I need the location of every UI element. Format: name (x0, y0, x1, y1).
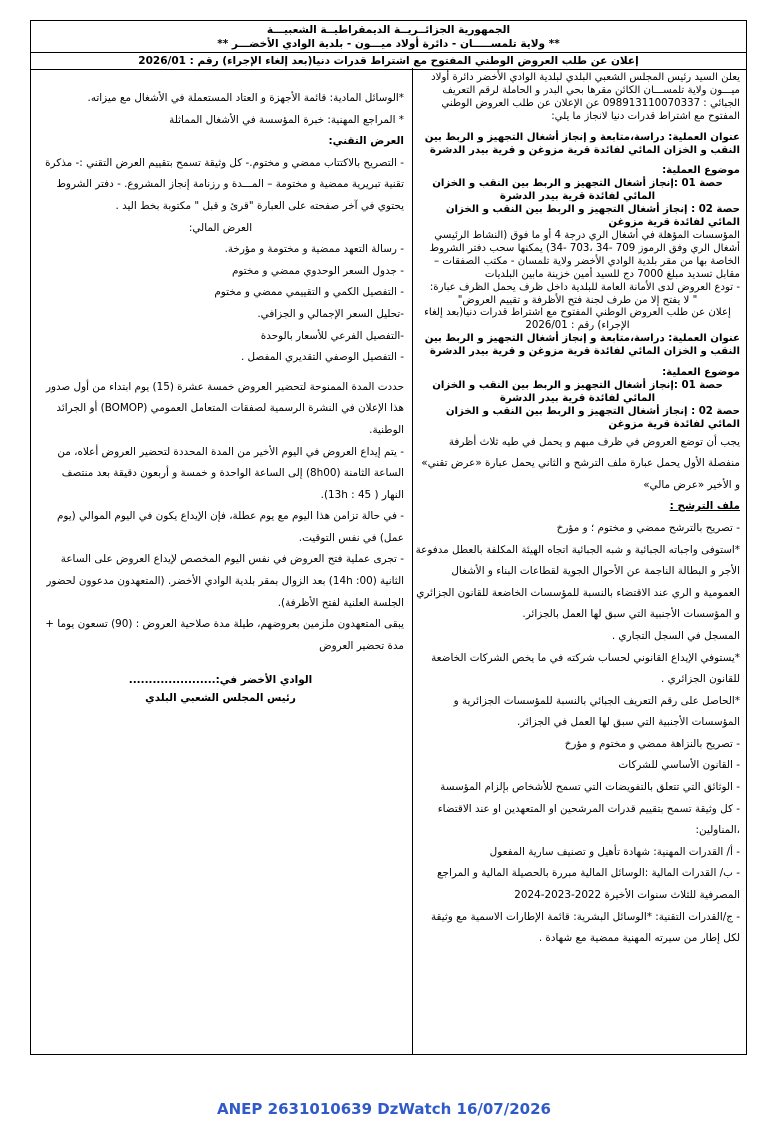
paragraph: -التفصيل الفرعي للأسعار بالوحدة (260, 329, 404, 342)
signature-block (37, 671, 404, 707)
paragraph: - جدول السعر الوحدوي ممضي و مختوم (232, 264, 404, 277)
administrative-line: ** ولاية تلمســـــان - دائرة أولاد ميـــون - بلدية الوادي الأخضـــر ** (217, 38, 560, 50)
paragraph: *استوفى واجباته الجبائية و شبه الجبائية اتجاه الهيئة المكلفة بالعطل مدفوعة الأجر و البطالة الناجمة عن الأحوال الجوية لقطاعات البناء و الأشغال العمومية و الري عند الاقتضاء بالنسبة للمؤسسات الخاضعة للقانون الجزائري و المؤسسات الأجنبية التي سبق لها العمل بالجزائر. (415, 543, 740, 621)
paragraph: * المراجع المهنية: خبرة المؤسسة في الأشغال المماثلة (169, 113, 404, 126)
right-column (411, 68, 746, 1054)
paragraph: المؤسسات المؤهلة في أشغال الري درجة 4 أو ما فوق (النشاط الرئيسي أشغال الري وفق الرموز 709 -34 ،703 -34) يمكنها سحب دفتر الشروط الخاصة بها من مقر بلدية الوادي الأخضر ولاية تلمسان - مكتب الصفقات – مقابل تسديد مبلغ 7000 دج للسيد أمين خزينة مابين البلديات (429, 229, 740, 280)
paragraph: إعلان عن طلب العروض الوطني المفتوح مع اشتراط قدرات دنيا(بعد إلغاء الإجراء) رقم : 2026/01 (424, 307, 731, 332)
paragraph: - رسالة التعهد ممضية و مختومة و مؤرخة. (224, 243, 404, 256)
paragraph: - الوثائق التي تتعلق بالتفويضات التي تسمح للأشخاص بإلزام المؤسسة (440, 781, 740, 794)
paragraph: حصة 02 : إنجاز أشغال التجهيز و الربط بين النقب و الخزان المائي لفائدة قرية مزوغن (445, 204, 740, 229)
paragraph: موضوع العملية: (662, 165, 740, 177)
paragraph: عنوان العملية: دراسة،متابعة و إنجاز أشغال التجهيز و الربط بين النقب و الخزان المائي لفائدة قرية مزوغن و قرية بيدر الدشرة (424, 333, 740, 358)
paragraph: ملف الترشح : (669, 500, 740, 513)
announcement-title: إعلان عن طلب العروض الوطني المفتوح مع اشتراط قدرات دنيا(بعد إلغاء الإجراء) رقم : 2026/01 (31, 53, 746, 70)
paragraph: - تصريح بالنزاهة ممضي و مختوم و مؤرخ (564, 737, 740, 750)
paragraph: *الوسائل المادية: قائمة الأجهزة و العتاد المستعملة في الأشغال مع ميزاته. (87, 92, 404, 104)
left-column (31, 68, 413, 1054)
announcement-sheet (30, 20, 747, 1055)
paragraph: *يستوفي الإيداع القانوني لحساب شركته في ما يخص الشركات الخاضعة للقانون الجزائري . (431, 651, 740, 686)
paragraph: - التفصيل الكمي و التقييمي ممضي و مختوم (214, 286, 404, 299)
paragraph: - التصريح بالاكتتاب ممضي و مختوم.- كل وثيقة تسمح بتقييم العرض التقني :- مذكرة تقنية تبريرية ممضية و مختومة – المـــدة و رزنامة إنجاز المشروع. - دفتر الشروط يحتوي في آخر صفحته على العبارة "قرئ و قبل " مكتوبة بخط اليد . (45, 156, 404, 212)
paragraph: - ج/القدرات التقنية: *الوسائل البشرية: قائمة الإطارات الاسمية مع وثيقة لكل إطار من سيرته المهنية ممضية مع شهادة . (430, 910, 740, 945)
republic-line: الجمهورية الجزائــريــة الديمقراطيــة الشعبيـــة (266, 24, 511, 36)
paragraph: العرض المالي: (188, 221, 253, 234)
paragraph: يبقى المتعهدون ملزمين بعروضهم، طيلة مدة صلاحية العروض : (90) تسعون يوما + مدة تحضير العروض (45, 618, 404, 652)
paragraph: موضوع العملية: (662, 367, 740, 379)
paragraph: - تصريح بالترشح ممضي و مختوم ؛ و مؤرخ (556, 521, 740, 534)
paragraph: - ب/ القدرات المالية :الوسائل المالية مبررة بالحصيلة المالية و المراجع المصرفية للثلاث سنوات الأخيرة 2022-2023-2024 (437, 867, 740, 902)
body-columns (31, 68, 746, 1054)
paragraph: " لا يفتح إلا من طرف لجنة فتح الأظرفة و تقييم العروض" (457, 294, 698, 306)
paragraph: - يتم إيداع العروض في اليوم الأخير من المدة المحددة لتحضير العروض أعلاه، من الساعة الثامنة (8h00) إلى الساعة الواحدة و خمسة و أربعون دقيقة بعد منتصف النهار ( 45 : 13h). (57, 445, 404, 501)
paragraph: المسجل في السجل التجاري . (611, 629, 740, 642)
paragraph: - التفصيل الوصفي التقديري المفصل . (240, 351, 404, 364)
paragraph: حصة 01 :إنجاز أشغال التجهيز و الربط بين النقب و الخزان المائي لفائدة قرية بيدر الدشرة (432, 178, 723, 203)
signature-role: رئيس المجلس الشعبي البلدي (145, 692, 296, 705)
signature-place: الوادي الأخضر في:...................... (128, 674, 313, 687)
paragraph: *الحاصل على رقم التعريف الجبائي بالنسبة للمؤسسات الجزائرية و المؤسسات الأجنبية التي سبق لها العمل في الجزائر. (453, 694, 740, 729)
paragraph: حصة 01 :إنجاز أشغال التجهيز و الربط بين النقب و الخزان المائي لفائدة قرية بيدر الدشرة (432, 379, 723, 404)
left-column-body (37, 88, 404, 657)
paragraph: - كل وثيقة تسمح بتقييم قدرات المرشحين او المتعهدين او عند الاقتضاء ،المناولين: (437, 802, 740, 837)
paragraph: يجب أن توضع العروض في ظرف مبهم و يحمل في طيه ثلاث أظرفة منفصلة الأول يحمل عبارة ملف الترشح و الثاني يحمل عبارة «عرض تقني» و الأخير «عرض مالي» (421, 435, 740, 491)
paragraph: - أ/ القدرات المهنية: شهادة تأهيل و تصنيف سارية المفعول (489, 845, 740, 858)
paragraph: العرض التقني: (328, 135, 404, 148)
paragraph: حصة 02 : إنجاز أشغال التجهيز و الربط بين النقب و الخزان المائي لفائدة قرية مزوغن (445, 405, 740, 430)
paragraph: - القانون الأساسي للشركات (618, 759, 740, 772)
paragraph: عنوان العملية: دراسة،متابعة و إنجاز أشغال التجهيز و الربط بين النقب و الخزان المائي لفائدة قرية مزوغن و قرية بيدر الدشرة (424, 131, 740, 156)
paragraph: يعلن السيد رئيس المجلس الشعبي البلدي لبلدية الوادي الأخضر دائرة أولاد ميـــون ولاية تلمســـان الكائن مقرها بحي البدر و الحاملة لرقم التعريف الجبائي : 098913110070337 عن الإعلان عن طلب العروض الوطني المفتوح مع اشتراط قدرات دنيا لانجاز ما يلي: (431, 72, 740, 122)
document-header (31, 21, 746, 53)
paragraph: حددت المدة الممنوحة لتحضير العروض خمسة عشرة (15) يوم ابتداء من أول صدور هذا الإعلان في النشرة الرسمية لصفقات المتعامل العمومي (BOMOP) أو الجرائد الوطنية. (45, 380, 404, 436)
footer-reference: ANEP 2631010639 DzWatch 16/07/2026 (217, 1100, 551, 1118)
paragraph: - تجرى عملية فتح العروض في نفس اليوم المخصص لإيداع العروض على الساعة الثانية (14h :00) بعد الزوال بمقر بلدية الوادي الأخضر. (المتعهدون مدعوون لحضور الجلسة العلنية لفتح الأظرفة). (46, 553, 404, 609)
paragraph: - في حالة تزامن هذا اليوم مع يوم عطلة، فإن الإيداع يكون في اليوم الموالي (يوم عمل) في نفس التوقيت. (56, 510, 404, 544)
paragraph: -تحليل السعر الإجمالي و الجزافي. (257, 307, 404, 320)
paragraph: - تودع العروض لدى الأمانة العامة للبلدية داخل ظرف يحمل الظرف عبارة: (429, 281, 740, 293)
